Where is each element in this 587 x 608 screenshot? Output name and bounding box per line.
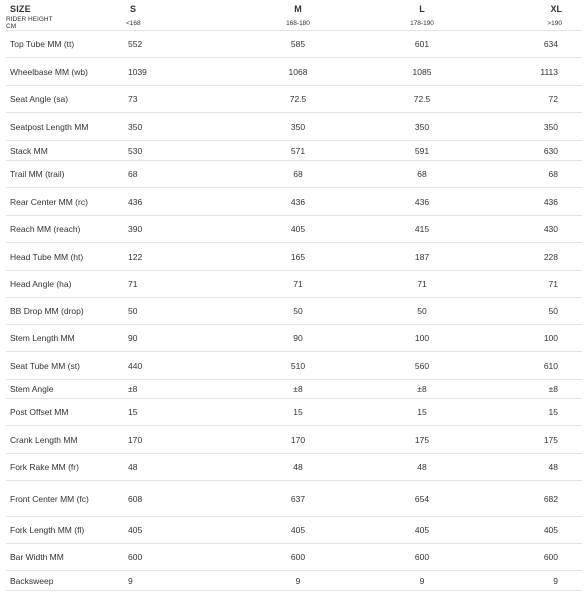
row-label: Seat Tube MM (st) — [6, 352, 112, 380]
row-label: Bar Width MM — [6, 544, 112, 571]
table-row — [6, 161, 582, 188]
row-value-m: 600 — [236, 544, 360, 571]
row-label: Wheelbase MM (wb) — [6, 58, 112, 86]
row-value-s: 436 — [112, 188, 236, 216]
row-label: Fork Length MM (fl) — [6, 517, 112, 544]
row-value-l: 50 — [360, 298, 484, 325]
size-name: XL — [550, 4, 562, 14]
row-value-m: 510 — [236, 352, 360, 380]
row-label: Front Center MM (fc) — [6, 481, 112, 517]
row-value-s: 122 — [112, 243, 236, 271]
row-value-xl: 50 — [484, 298, 582, 325]
size-range: 178-190 — [410, 20, 434, 27]
row-value-s: 15 — [112, 399, 236, 426]
row-value-s: ±8 — [112, 380, 236, 399]
row-value-l: 405 — [360, 517, 484, 544]
table-row — [6, 58, 582, 86]
table-row — [6, 243, 582, 271]
row-value-m: 90 — [236, 325, 360, 352]
row-value-m: 436 — [236, 188, 360, 216]
row-value-l: 560 — [360, 352, 484, 380]
row-label: Crank Length MM — [6, 426, 112, 454]
row-value-l: 654 — [360, 481, 484, 517]
row-value-s: 90 — [112, 325, 236, 352]
row-value-l: 600 — [360, 544, 484, 571]
row-value-xl: 228 — [484, 243, 582, 271]
row-value-l: 15 — [360, 399, 484, 426]
row-value-l: 72.5 — [360, 86, 484, 113]
row-label: Seat Angle (sa) — [6, 86, 112, 113]
row-value-s: 68 — [112, 161, 236, 188]
size-name: M — [294, 4, 302, 14]
row-value-s: 552 — [112, 31, 236, 58]
row-label: BB Drop MM (drop) — [6, 298, 112, 325]
row-value-m: 165 — [236, 243, 360, 271]
row-value-xl: 72 — [484, 86, 582, 113]
row-value-xl: 405 — [484, 517, 582, 544]
row-label: Reach MM (reach) — [6, 216, 112, 243]
row-value-xl: 630 — [484, 141, 582, 161]
row-value-s: 48 — [112, 454, 236, 481]
rider-height-heading: RIDER HEIGHT CM — [6, 16, 53, 30]
row-value-m: 72.5 — [236, 86, 360, 113]
row-value-s: 73 — [112, 86, 236, 113]
row-value-m: 170 — [236, 426, 360, 454]
row-label: Head Angle (ha) — [6, 271, 112, 298]
table-body — [6, 31, 582, 591]
size-range: <168 — [126, 20, 141, 27]
table-row — [6, 481, 582, 517]
row-value-m: 405 — [236, 216, 360, 243]
table-row — [6, 571, 582, 591]
table-row — [6, 380, 582, 399]
size-name: L — [419, 4, 425, 14]
size-name: S — [130, 4, 137, 14]
row-value-xl: 600 — [484, 544, 582, 571]
row-value-m: ±8 — [236, 380, 360, 399]
table-row — [6, 517, 582, 544]
table-row — [6, 426, 582, 454]
size-range: 168-180 — [286, 20, 310, 27]
row-value-l: 100 — [360, 325, 484, 352]
header-col-m — [236, 0, 360, 31]
row-value-xl: 9 — [484, 571, 582, 591]
row-value-l: 591 — [360, 141, 484, 161]
table-row — [6, 188, 582, 216]
row-label: Post Offset MM — [6, 399, 112, 426]
row-value-l: 71 — [360, 271, 484, 298]
row-value-xl: 48 — [484, 454, 582, 481]
table-row — [6, 325, 582, 352]
geometry-table — [6, 0, 582, 591]
row-value-l: 350 — [360, 113, 484, 141]
row-label: Fork Rake MM (fr) — [6, 454, 112, 481]
row-value-m: 71 — [236, 271, 360, 298]
row-label: Stack MM — [6, 141, 112, 161]
row-value-s: 608 — [112, 481, 236, 517]
row-value-xl: 71 — [484, 271, 582, 298]
row-value-s: 50 — [112, 298, 236, 325]
row-value-m: 405 — [236, 517, 360, 544]
size-range: >190 — [547, 20, 562, 27]
row-value-s: 9 — [112, 571, 236, 591]
row-value-l: 68 — [360, 161, 484, 188]
table-row — [6, 31, 582, 58]
row-value-xl: 610 — [484, 352, 582, 380]
size-heading: SIZE — [10, 4, 31, 14]
table-row — [6, 454, 582, 481]
row-value-xl: 175 — [484, 426, 582, 454]
row-value-l: ±8 — [360, 380, 484, 399]
row-value-m: 571 — [236, 141, 360, 161]
row-value-s: 405 — [112, 517, 236, 544]
row-label: Backsweep — [6, 571, 112, 591]
row-value-s: 530 — [112, 141, 236, 161]
row-label: Trail MM (trail) — [6, 161, 112, 188]
table-row — [6, 216, 582, 243]
row-value-s: 170 — [112, 426, 236, 454]
row-value-xl: ±8 — [484, 380, 582, 399]
row-label: Seatpost Length MM — [6, 113, 112, 141]
row-value-m: 1068 — [236, 58, 360, 86]
row-value-xl: 436 — [484, 188, 582, 216]
header-size-cell — [6, 0, 112, 31]
table-row — [6, 544, 582, 571]
row-value-l: 48 — [360, 454, 484, 481]
row-value-xl: 100 — [484, 325, 582, 352]
table-row — [6, 298, 582, 325]
table-row — [6, 141, 582, 161]
table-row — [6, 271, 582, 298]
row-value-m: 50 — [236, 298, 360, 325]
row-value-s: 390 — [112, 216, 236, 243]
row-label: Head Tube MM (ht) — [6, 243, 112, 271]
row-value-m: 9 — [236, 571, 360, 591]
row-value-l: 601 — [360, 31, 484, 58]
row-value-l: 1085 — [360, 58, 484, 86]
row-label: Top Tube MM (tt) — [6, 31, 112, 58]
row-value-s: 1039 — [112, 58, 236, 86]
table-row — [6, 352, 582, 380]
row-value-xl: 15 — [484, 399, 582, 426]
row-label: Stem Length MM — [6, 325, 112, 352]
header-col-xl — [484, 0, 582, 31]
row-label: Rear Center MM (rc) — [6, 188, 112, 216]
row-value-m: 15 — [236, 399, 360, 426]
row-value-m: 350 — [236, 113, 360, 141]
header-row — [6, 0, 582, 31]
row-value-xl: 350 — [484, 113, 582, 141]
row-value-xl: 430 — [484, 216, 582, 243]
row-value-s: 350 — [112, 113, 236, 141]
table-row — [6, 113, 582, 141]
header-col-l — [360, 0, 484, 31]
row-value-s: 600 — [112, 544, 236, 571]
row-value-m: 585 — [236, 31, 360, 58]
row-value-s: 440 — [112, 352, 236, 380]
row-value-l: 415 — [360, 216, 484, 243]
row-value-l: 9 — [360, 571, 484, 591]
header-col-s — [112, 0, 236, 31]
row-value-xl: 68 — [484, 161, 582, 188]
row-label: Stem Angle — [6, 380, 112, 399]
table-row — [6, 86, 582, 113]
row-value-xl: 682 — [484, 481, 582, 517]
row-value-m: 637 — [236, 481, 360, 517]
table-row — [6, 399, 582, 426]
row-value-l: 175 — [360, 426, 484, 454]
row-value-m: 48 — [236, 454, 360, 481]
row-value-l: 436 — [360, 188, 484, 216]
row-value-xl: 1113 — [484, 58, 582, 86]
row-value-l: 187 — [360, 243, 484, 271]
row-value-xl: 634 — [484, 31, 582, 58]
row-value-m: 68 — [236, 161, 360, 188]
row-value-s: 71 — [112, 271, 236, 298]
